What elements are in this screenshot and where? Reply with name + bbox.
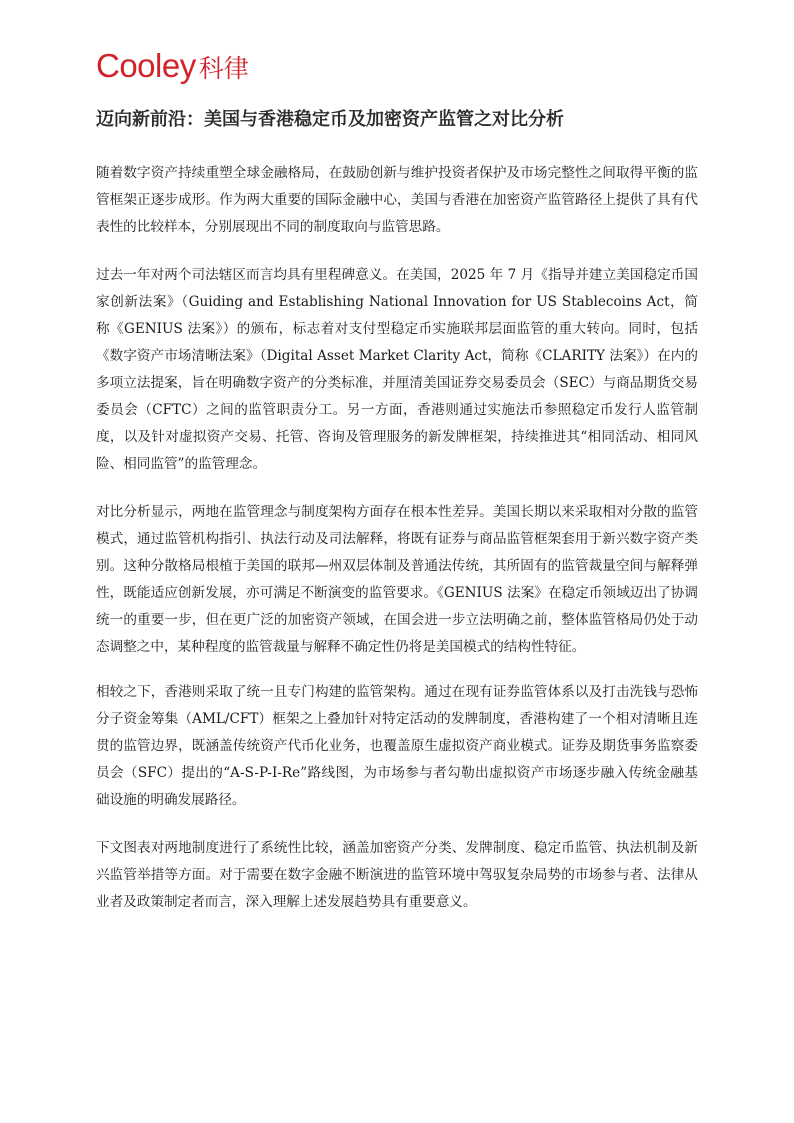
document-body: [96, 160, 698, 937]
page-title: 迈向新前沿：美国与香港稳定币及加密资产监管之对比分析: [96, 109, 564, 130]
paragraph-milestones: 过去一年对两个司法辖区而言均具有里程碑意义。在美国，2025 年 7 月《指导并建立美国稳定币国家创新法案》（Guiding and Establishing National Innovation for US Stablecoins Act，简称《GENIUS 法案》）的颁布，标志着对支付型稳定币实施联邦层面监管的重大转向。同时，包括《数字资产市场清晰法案》（Digital Asset Market Clarity Act，简称《CLARITY 法案》）在内的多项立法提案，旨在明确数字资产的分类标准，并厘清美国证券交易委员会（SEC）与商品期货交易委员会（CFTC）之间的监管职责分工。另一方面，香港则通过实施法币参照稳定币发行人监管制度，以及针对虚拟资产交易、托管、咨询及管理服务的新发牌框架，持续推进其“相同活动、相同风险、相同监管”的监管理念。: [96, 267, 698, 472]
paragraph-hong-kong: 相较之下，香港则采取了统一且专门构建的监管架构。通过在现有证券监管体系以及打击洗钱与恐怖分子资金筹集（AML/CFT）框架之上叠加针对特定活动的发牌制度，香港构建了一个相对清晰且连贯的监管边界，既涵盖传统资产代币化业务，也覆盖原生虚拟资产商业模式。证券及期货事务监察委员会（SFC）提出的“A-S-P-I-Re”路线图，为市场参与者勾勒出虚拟资产市场逐步融入传统金融基础设施的明确发展路径。: [96, 684, 698, 808]
cooley-logo: [96, 46, 249, 89]
paragraph-conclusion: 下文图表对两地制度进行了系统性比较，涵盖加密资产分类、发牌制度、稳定币监管、执法机制及新兴监管举措等方面。对于需要在数字金融不断演进的监管环境中驾驭复杂局势的市场参与者、法律从业者及政策制定者而言，深入理解上述发展趋势具有重要意义。: [96, 840, 698, 910]
paragraph-comparison: 对比分析显示，两地在监管理念与制度架构方面存在根本性差异。美国长期以来采取相对分散的监管模式，通过监管机构指引、执法行动及司法解释，将既有证券与商品监管框架套用于新兴数字资产类别。这种分散格局根植于美国的联邦—州双层体制及普通法传统，其所固有的监管裁量空间与解释弹性，既能适应创新发展，亦可满足不断演变的监管要求。《GENIUS 法案》在稳定币领域迈出了协调统一的重要一步，但在更广泛的加密资产领域，在国会进一步立法明确之前，整体监管格局仍处于动态调整之中，某种程度的监管裁量与解释不确定性仍将是美国模式的结构性特征。: [96, 504, 698, 655]
logo-text-cn: 科律: [198, 54, 249, 83]
paragraph-intro: 随着数字资产持续重塑全球金融格局，在鼓励创新与维护投资者保护及市场完整性之间取得平衡的监管框架正逐步成形。作为两大重要的国际金融中心，美国与香港在加密资产监管路径上提供了具有代表性的比较样本，分别展现出不同的制度取向与监管思路。: [96, 165, 698, 235]
logo-text-en: Cooley: [96, 47, 196, 84]
